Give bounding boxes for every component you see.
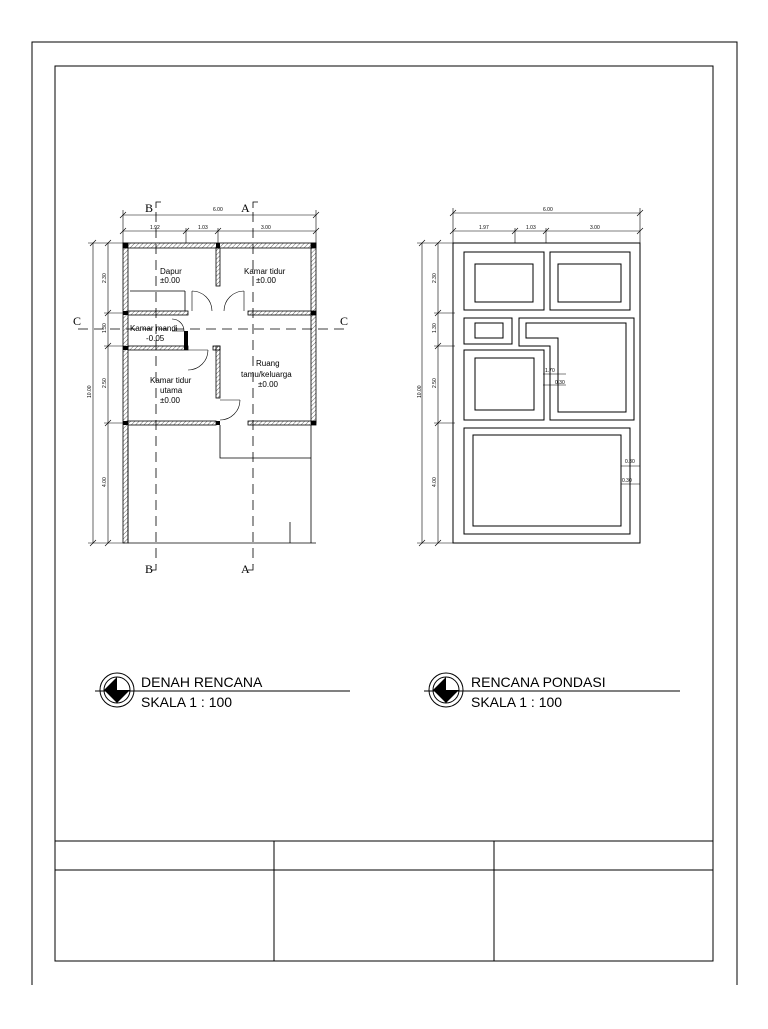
room-kamar-tidur-name: Kamar tidur xyxy=(244,267,286,276)
plan-top-dim-3: 3.00 xyxy=(261,225,271,231)
room-ruang-tamu-line-2: tamu/keluarga xyxy=(241,370,292,379)
plan-title-scale: SKALA 1 : 100 xyxy=(141,694,233,710)
plan-side-dim-4: 4.00 xyxy=(102,477,108,487)
room-dapur-name: Dapur xyxy=(160,267,182,276)
foundation-top-dim-2: 1.03 xyxy=(526,225,536,231)
section-a-bottom: A xyxy=(241,562,250,576)
section-a-top: A xyxy=(241,201,250,215)
room-kamar-mandi-name: Kamar mandi xyxy=(130,324,178,333)
room-kamar-mandi xyxy=(130,324,178,343)
title-block xyxy=(55,841,713,961)
foundation-side-dim-1: 2.30 xyxy=(432,273,438,283)
section-b-top: B xyxy=(145,201,154,215)
section-c-right: C xyxy=(340,314,349,328)
plan-walls xyxy=(123,243,316,543)
sheet-border xyxy=(32,42,737,985)
foundation-side-total: 10.00 xyxy=(417,385,423,398)
plan-side-dim-1: 2.30 xyxy=(102,273,108,283)
foundation-plan xyxy=(417,207,643,546)
room-dapur xyxy=(160,267,182,285)
foundation-title-scale: SKALA 1 : 100 xyxy=(471,694,563,710)
room-ruang-tamu-line-1: Ruang xyxy=(256,359,280,368)
foundation-inner-dim-1: 1.70 xyxy=(545,368,555,374)
foundation-title xyxy=(424,673,680,710)
room-dapur-level: ±0.00 xyxy=(160,276,180,285)
plan-title xyxy=(95,673,350,710)
foundation-side-dim-4: 4.00 xyxy=(432,477,438,487)
foundation-inner-dim-3: 0.30 xyxy=(625,459,635,465)
room-kamar-tidur-level: ±0.00 xyxy=(256,276,276,285)
foundation-title-name: RENCANA PONDASI xyxy=(471,674,606,690)
section-lines xyxy=(78,212,348,565)
plan-side-dim-2: 1.30 xyxy=(102,323,108,333)
plan-side-total: 10.00 xyxy=(87,385,93,398)
plan-doors xyxy=(172,291,244,420)
foundation-side-dim-3: 2.50 xyxy=(432,378,438,388)
foundation-inner-dim-2: 0.30 xyxy=(555,380,565,386)
room-kamar-tidur xyxy=(244,267,286,285)
room-ruang-tamu-level: ±0.00 xyxy=(258,380,278,389)
room-kamar-tidur-utama-level: ±0.00 xyxy=(160,396,180,405)
room-kamar-tidur-utama-line-1: Kamar tidur xyxy=(150,376,192,385)
foundation-overall-width: 6.00 xyxy=(543,207,553,213)
room-kamar-mandi-level: -0.05 xyxy=(146,334,165,343)
plan-side-dim-3: 2.50 xyxy=(102,378,108,388)
room-ruang-tamu xyxy=(241,359,292,389)
plan-overall-width: 6.00 xyxy=(213,207,223,213)
plan-top-dim-1: 1.92 xyxy=(150,225,160,231)
floor-plan xyxy=(73,201,348,576)
foundation-top-dim-1: 1.97 xyxy=(479,225,489,231)
plan-title-name: DENAH RENCANA xyxy=(141,674,263,690)
foundation-top-dim-3: 3.00 xyxy=(590,225,600,231)
section-c-left: C xyxy=(73,314,82,328)
foundation-side-dim-2: 1.30 xyxy=(432,323,438,333)
foundation-footings xyxy=(453,243,640,543)
section-b-bottom: B xyxy=(145,562,154,576)
foundation-inner-dim-4: 0.30 xyxy=(622,478,632,484)
plan-top-dim-2: 1.03 xyxy=(198,225,208,231)
room-kamar-tidur-utama-line-2: utama xyxy=(160,386,183,395)
